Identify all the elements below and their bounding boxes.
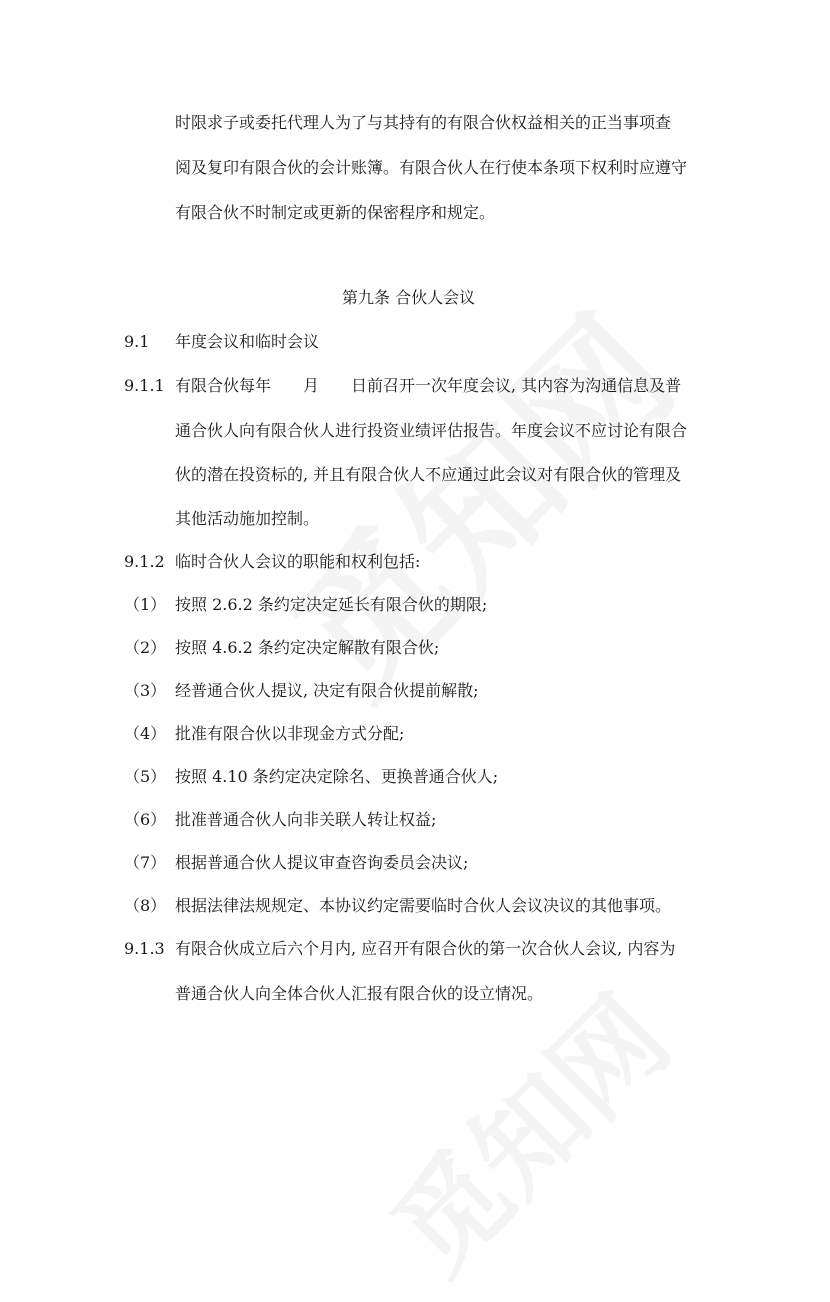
list-item: 按照 4.6.2 条约定决定解散有限合伙; [175,638,440,657]
list-item: 按照 2.6.2 条约定决定延长有限合伙的期限; [175,595,488,614]
list-item-number: （8） [124,896,167,915]
section-number: 9.1.1 [124,376,165,395]
list-item: 经普通合伙人提议, 决定有限合伙提前解散; [175,681,479,700]
intro-line: 有限合伙不时制定或更新的保密程序和规定。 [175,203,496,222]
section-line: 伙的潜在投资标的, 并且有限合伙人不应通过此会议对有限合伙的管理及 [175,465,682,484]
section-line: 普通合伙人向全体合伙人汇报有限合伙的设立情况。 [175,984,544,1003]
list-item-number: （7） [124,853,167,872]
list-item-number: （2） [124,638,167,657]
list-item-number: （3） [124,681,167,700]
section-number: 9.1 [124,332,150,351]
watermark-bottom [352,956,697,1301]
list-item-number: （4） [124,724,167,743]
section-heading: 年度会议和临时会议 [175,332,320,351]
list-item-number: （6） [124,810,167,829]
article-title: 第九条 合伙人会议 [342,288,476,307]
list-item: 根据普通合伙人提议审查咨询委员会决议; [175,853,469,872]
intro-line: 阅及复印有限合伙的会计账簿。有限合伙人在行使本条项下权利时应遵守 [175,158,688,177]
list-item: 批准普通合伙人向非关联人转让权益; [175,810,437,829]
list-item-number: （1） [124,595,167,614]
section-line: 有限合伙成立后六个月内, 应召开有限合伙的第一次合伙人会议, 内容为 [175,939,676,958]
list-item-number: （5） [124,767,167,786]
intro-line: 时限求子或委托代理人为了与其持有的有限合伙权益相关的正当事项查 [175,113,672,132]
section-heading: 临时合伙人会议的职能和权利包括: [175,552,421,571]
list-item: 批准有限合伙以非现金方式分配; [175,724,405,743]
section-line: 通合伙人向有限合伙人进行投资业绩评估报告。年度会议不应讨论有限合 [175,421,688,440]
section-line: 其他活动施加控制。 [175,509,320,528]
list-item: 根据法律法规规定、本协议约定需要临时合伙人会议决议的其他事项。 [175,896,672,915]
section-number: 9.1.3 [124,939,165,958]
section-line: 有限合伙每年 月 日前召开一次年度会议, 其内容为沟通信息及普 [175,376,682,395]
section-number: 9.1.2 [124,552,165,571]
list-item: 按照 4.10 条约定决定除名、更换普通合伙人; [175,767,499,786]
